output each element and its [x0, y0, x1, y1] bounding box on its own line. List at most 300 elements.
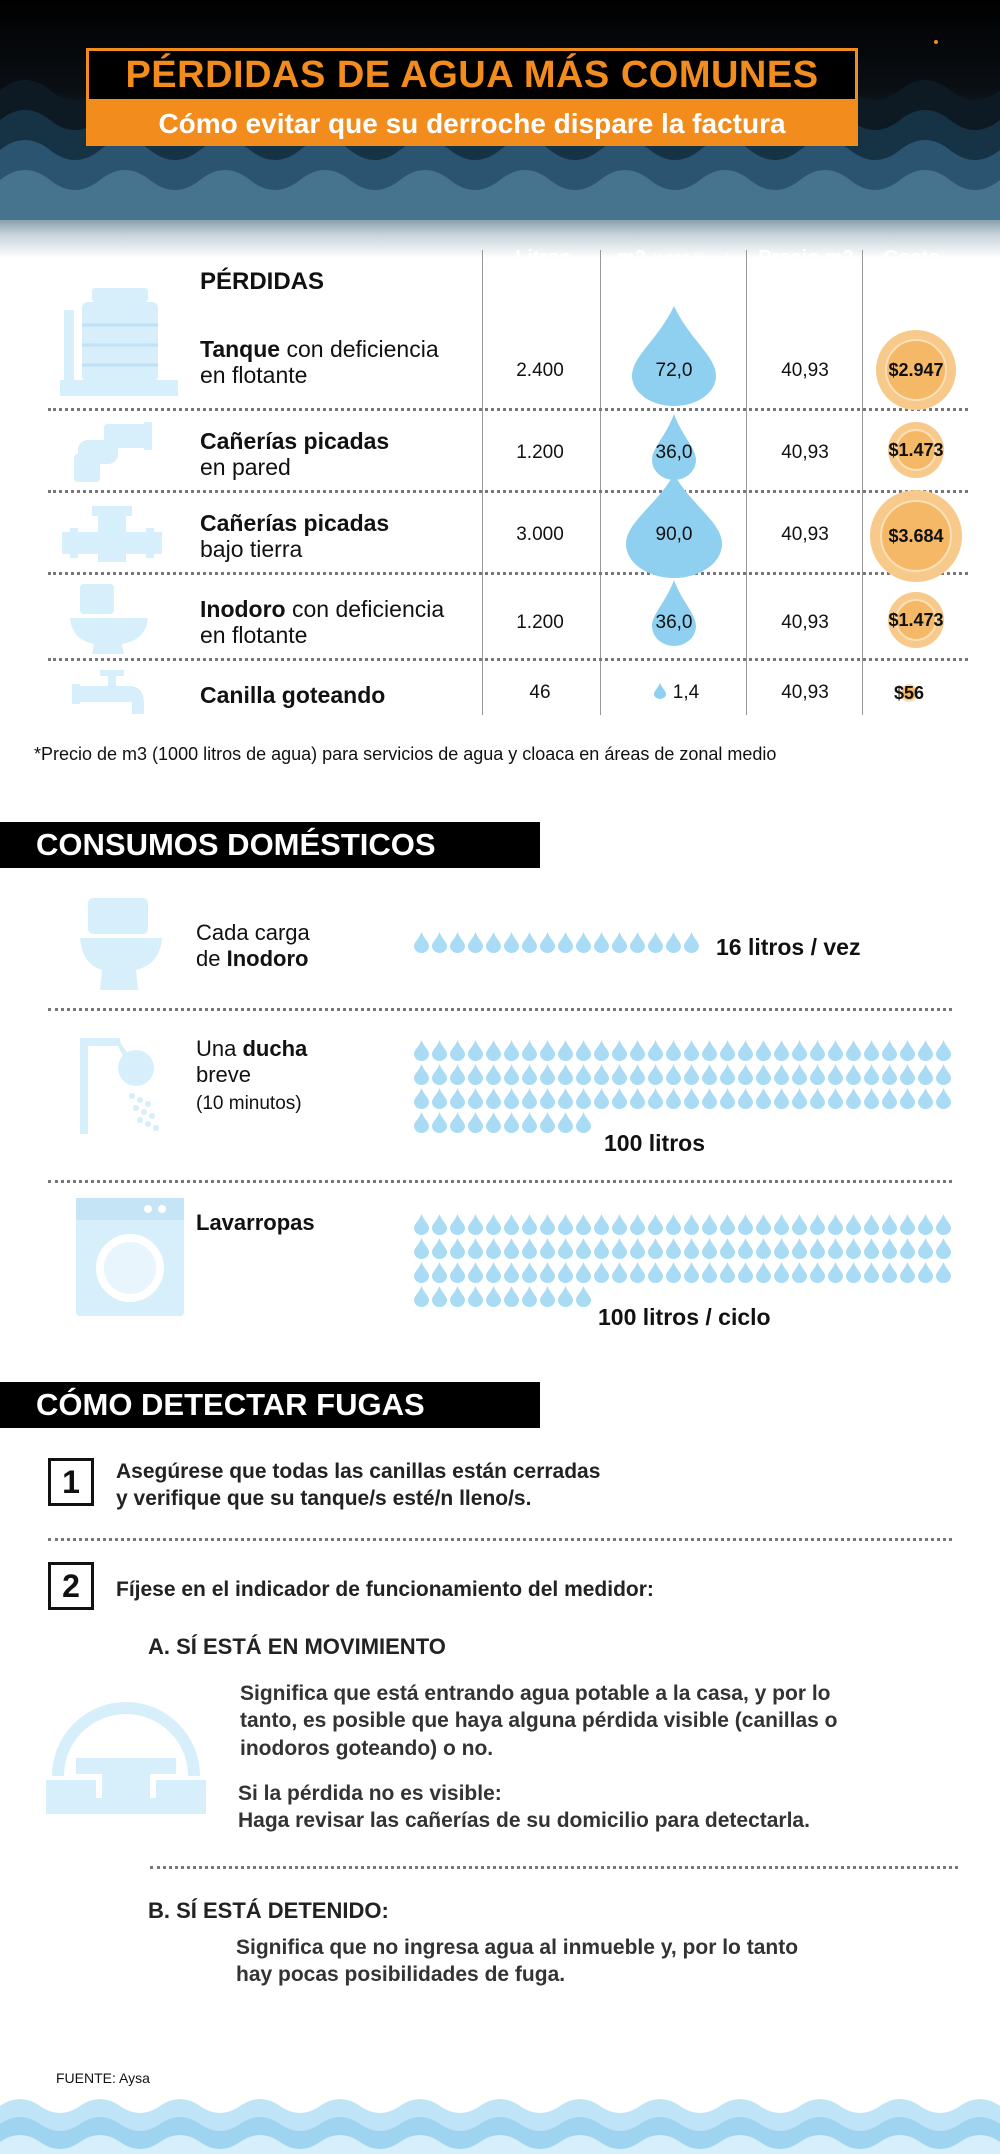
water-drop-icon: [612, 1064, 627, 1085]
footer-waves-decoration: [0, 2092, 1000, 2154]
water-drop-icon: [792, 1214, 807, 1235]
section-title: CÓMO DETECTAR FUGAS: [36, 1387, 425, 1422]
water-drop-icon: [864, 1040, 879, 1061]
water-drop-icon: [846, 1238, 861, 1259]
water-drop-icon: [792, 1040, 807, 1061]
water-drop-icon: [432, 1286, 447, 1307]
section-bar-detect: [0, 1382, 540, 1428]
section-title: CONSUMOS DOMÉSTICOS: [36, 827, 436, 862]
water-drop-icon: [432, 1040, 447, 1061]
toilet-icon: [80, 898, 162, 990]
col-header-cost: Costo ($/mes): [864, 248, 960, 303]
price-cell: 40,93: [781, 360, 829, 381]
water-drop-icon: [540, 1262, 555, 1283]
water-drop-icon: [594, 1088, 609, 1109]
water-drop-icon: [450, 1064, 465, 1085]
water-drop-icon: [504, 1064, 519, 1085]
consumption-label-shower: Una ducha breve (10 minutos): [196, 1036, 308, 1114]
water-drop-icon: [630, 1064, 645, 1085]
water-tank-icon: [60, 280, 180, 398]
water-drop-icon: [648, 1040, 663, 1061]
water-drop-icon: [522, 1040, 537, 1061]
water-drop-icon: [432, 1112, 447, 1133]
water-drop-icon: [576, 1214, 591, 1235]
water-drop-icon: [612, 1262, 627, 1283]
cost-coin-icon: [870, 490, 962, 582]
water-drop-icon: [432, 932, 447, 953]
water-drop-icon: [504, 1286, 519, 1307]
water-drop-icon: [486, 1286, 501, 1307]
water-drop-icon: [774, 1214, 789, 1235]
water-drop-icon: [738, 1214, 753, 1235]
water-drop-icon: [882, 1040, 897, 1061]
liters-cell: 46: [529, 682, 551, 703]
water-drop-icon: [432, 1064, 447, 1085]
water-drop-icon: [468, 1214, 483, 1235]
water-drop-icon: [666, 1088, 681, 1109]
water-drop-icon: [684, 1040, 699, 1061]
water-drop-icon: [486, 1262, 501, 1283]
water-drop-icon: [756, 1088, 771, 1109]
water-drop-icon: [900, 1088, 915, 1109]
water-drop-icon: [450, 1112, 465, 1133]
water-drop-icon: [666, 1238, 681, 1259]
water-drop-icon: [630, 1238, 645, 1259]
water-drop-icon: [450, 1040, 465, 1061]
water-drop-icon: [720, 1238, 735, 1259]
water-drop-icon: [648, 1064, 663, 1085]
row-label-faucet: Canilla goteando: [200, 682, 386, 708]
water-drop-icon: [576, 1286, 591, 1307]
water-drop-icon: [576, 1112, 591, 1133]
water-drop-icon: [540, 1214, 555, 1235]
water-drop-icon: [648, 1262, 663, 1283]
water-drop-icon: [756, 1214, 771, 1235]
water-drop-icon: [630, 306, 718, 406]
water-drop-icon: [558, 1112, 573, 1133]
water-drop-icon: [846, 1214, 861, 1235]
consumption-value-shower: 100 litros: [604, 1130, 705, 1156]
water-drop-icon: [558, 1088, 573, 1109]
water-drop-icon: [666, 1262, 681, 1283]
water-drop-icon: [684, 932, 699, 953]
water-drop-icon: [810, 1214, 825, 1235]
water-drop-icon: [540, 1286, 555, 1307]
liters-cell: 2.400: [516, 360, 564, 381]
water-drop-icon: [468, 932, 483, 953]
water-drop-icon: [468, 1064, 483, 1085]
water-drop-icon: [684, 1238, 699, 1259]
water-drop-icon: [738, 1088, 753, 1109]
water-drop-icon: [648, 1214, 663, 1235]
step-2-text: Fíjese en el indicador de funcionamiento del medidor:: [116, 1578, 654, 1601]
water-drop-icon: [918, 1214, 933, 1235]
consumption-value-washer: 100 litros / ciclo: [598, 1304, 771, 1330]
water-drop-icon: [630, 1214, 645, 1235]
dotted-separator: [48, 1180, 952, 1183]
water-drop-icon: [918, 1088, 933, 1109]
col-header-m3: m3 (1000 litros) por mes: [606, 248, 742, 308]
water-drop-icon: [522, 1238, 537, 1259]
water-drop-icon: [486, 1064, 501, 1085]
shower-icon: [80, 1038, 170, 1134]
water-drop-icon: [486, 1040, 501, 1061]
water-drop-icon: [654, 683, 666, 699]
water-drop-icon: [522, 1064, 537, 1085]
drop-row-toilet: [414, 932, 702, 956]
pipe-junction-icon: [62, 506, 162, 562]
dotted-separator: [48, 1008, 952, 1011]
water-drop-icon: [594, 1238, 609, 1259]
water-drop-icon: [648, 1088, 663, 1109]
water-drop-icon: [918, 1238, 933, 1259]
water-drop-icon: [486, 1238, 501, 1259]
water-drop-icon: [450, 1286, 465, 1307]
column-divider: [482, 250, 483, 715]
water-drop-icon: [504, 1040, 519, 1061]
water-drop-icon: [846, 1262, 861, 1283]
water-drop-icon: [558, 1262, 573, 1283]
accent-dot: [934, 40, 938, 44]
water-drop-icon: [504, 1088, 519, 1109]
water-drop-icon: [936, 1040, 951, 1061]
step-number-box: 1: [48, 1458, 94, 1506]
cost-coin-icon: [888, 592, 944, 648]
water-drop-icon: [774, 1088, 789, 1109]
water-drop-icon: [414, 1214, 429, 1235]
price-cell: 40,93: [781, 524, 829, 545]
water-drop-icon: [594, 1262, 609, 1283]
water-drop-icon: [756, 1064, 771, 1085]
water-drop-icon: [558, 1286, 573, 1307]
row-label-toilet: Inodoro con deficiencia en flotante: [200, 596, 445, 649]
section-bar-consumption: [0, 822, 540, 868]
water-drop-icon: [810, 1064, 825, 1085]
water-drop-icon: [612, 1040, 627, 1061]
water-drop-icon: [810, 1088, 825, 1109]
water-drop-icon: [450, 1262, 465, 1283]
water-drop-icon: [918, 1064, 933, 1085]
water-drop-icon: [882, 1088, 897, 1109]
water-drop-icon: [522, 1214, 537, 1235]
liters-cell: 1.200: [516, 442, 564, 463]
water-drop-icon: [522, 1286, 537, 1307]
column-divider: [746, 250, 747, 715]
col-header-liters: Litros por día: [488, 248, 598, 308]
water-drop-icon: [468, 1286, 483, 1307]
water-drop-icon: [558, 1040, 573, 1061]
water-drop-icon: [936, 1088, 951, 1109]
water-drop-icon: [540, 1238, 555, 1259]
water-drop-icon: [576, 1040, 591, 1061]
water-drop-icon: [882, 1238, 897, 1259]
water-drop-icon: [702, 1040, 717, 1061]
price-cell: 40,93: [781, 682, 829, 703]
faucet-icon: [72, 670, 152, 730]
liters-cell: 3.000: [516, 524, 564, 545]
drop-grid-washer: [414, 1214, 954, 1310]
water-drop-icon: [936, 1262, 951, 1283]
water-drop-icon: [738, 1064, 753, 1085]
water-drop-icon: [900, 1040, 915, 1061]
water-drop-icon: [720, 1088, 735, 1109]
water-drop-icon: [486, 932, 501, 953]
water-drop-icon: [414, 1064, 429, 1085]
water-drop-icon: [774, 1262, 789, 1283]
water-drop-icon: [810, 1238, 825, 1259]
water-drop-icon: [900, 1262, 915, 1283]
water-drop-icon: [936, 1214, 951, 1235]
washing-machine-icon: [76, 1198, 184, 1316]
water-drop-icon: [774, 1064, 789, 1085]
water-drop-icon: [468, 1238, 483, 1259]
water-drop-icon: [486, 1214, 501, 1235]
table-footnote: *Precio de m3 (1000 litros de agua) para servicios de agua y cloaca en áreas de zonal medio: [34, 744, 777, 764]
water-drop-icon: [702, 1088, 717, 1109]
water-drop-icon: [576, 1064, 591, 1085]
step-1-text: Asegúrese que todas las canillas están cerradas y verifique que su tanque/s esté/n lleno/s.: [116, 1460, 601, 1511]
water-drop-icon: [684, 1064, 699, 1085]
water-drop-icon: [468, 1040, 483, 1061]
water-drop-icon: [414, 1262, 429, 1283]
column-divider: [600, 250, 601, 715]
water-drop-icon: [918, 1040, 933, 1061]
water-drop-icon: [792, 1238, 807, 1259]
water-drop-icon: [522, 932, 537, 953]
price-cell: 40,93: [781, 442, 829, 463]
water-drop-icon: [486, 1112, 501, 1133]
cost-coin-icon: [876, 330, 956, 410]
case-a-heading: A. SÍ ESTÁ EN MOVIMIENTO: [148, 1634, 446, 1659]
water-drop-icon: [936, 1064, 951, 1085]
water-drop-icon: [576, 1262, 591, 1283]
row-separator: [48, 658, 968, 661]
water-drop-icon: [450, 1214, 465, 1235]
water-drop-icon: [504, 1262, 519, 1283]
water-drop-icon: [882, 1214, 897, 1235]
water-drop-icon: [810, 1262, 825, 1283]
m3-cell: 1,4: [672, 682, 700, 703]
water-drop-icon: [666, 1064, 681, 1085]
water-drop-icon: [900, 1214, 915, 1235]
water-drop-icon: [828, 1064, 843, 1085]
water-drop-icon: [594, 932, 609, 953]
m3-cell: 36,0: [655, 442, 693, 463]
water-drop-icon: [882, 1064, 897, 1085]
water-drop-icon: [432, 1214, 447, 1235]
dotted-separator: [48, 1538, 952, 1541]
table-section-label: PÉRDIDAS: [200, 268, 325, 295]
water-drop-icon: [558, 1214, 573, 1235]
cost-cell: $2.947: [888, 359, 944, 380]
water-drop-icon: [432, 1088, 447, 1109]
water-drop-icon: [414, 1088, 429, 1109]
water-drop-icon: [738, 1040, 753, 1061]
pipe-elbow-icon: [66, 420, 154, 484]
water-drop-icon: [900, 1238, 915, 1259]
water-drop-icon: [684, 1214, 699, 1235]
water-drop-icon: [414, 932, 429, 953]
water-drop-icon: [414, 1286, 429, 1307]
water-drop-icon: [792, 1262, 807, 1283]
water-drop-icon: [918, 1262, 933, 1283]
water-drop-icon: [792, 1088, 807, 1109]
water-drop-icon: [720, 1064, 735, 1085]
water-drop-icon: [864, 1088, 879, 1109]
water-drop-icon: [432, 1262, 447, 1283]
water-drop-icon: [540, 1088, 555, 1109]
consumption-value-toilet: 16 litros / vez: [716, 934, 861, 960]
water-drop-icon: [810, 1040, 825, 1061]
water-drop-icon: [450, 932, 465, 953]
cost-cell: $56: [893, 682, 925, 703]
water-drop-icon: [666, 932, 681, 953]
water-drop-icon: [648, 1238, 663, 1259]
water-drop-icon: [486, 1088, 501, 1109]
case-a-text: Significa que está entrando agua potable a la casa, y por lo tanto, es posible que haya alguna pérdida visible (canillas o inodoros goteando) o no.: [240, 1682, 838, 1760]
price-cell: 40,93: [781, 612, 829, 633]
liters-cell: 1.200: [516, 612, 564, 633]
main-title-box: [86, 48, 858, 102]
water-drop-icon: [864, 1262, 879, 1283]
water-drop-icon: [774, 1238, 789, 1259]
water-drop-icon: [684, 1262, 699, 1283]
consumption-label-washer: Lavarropas: [196, 1210, 315, 1235]
water-drop-icon: [594, 1064, 609, 1085]
water-drop-icon: [738, 1238, 753, 1259]
water-drop-icon: [540, 1112, 555, 1133]
water-drop-icon: [450, 1238, 465, 1259]
water-drop-icon: [414, 1112, 429, 1133]
cost-cell: $3.684: [888, 525, 944, 546]
page-title: PÉRDIDAS DE AGUA MÁS COMUNES: [125, 53, 819, 96]
water-drop-icon: [828, 1040, 843, 1061]
water-drop-icon: [828, 1214, 843, 1235]
water-drop-icon: [504, 932, 519, 953]
water-drop-icon: [720, 1040, 735, 1061]
water-drop-icon: [594, 1040, 609, 1061]
water-drop-icon: [504, 1214, 519, 1235]
water-drop-icon: [414, 1238, 429, 1259]
water-drop-icon: [864, 1064, 879, 1085]
water-drop-icon: [630, 1040, 645, 1061]
consumption-label-toilet: Cada carga de Inodoro: [196, 920, 310, 972]
row-label-wall-pipes: Cañerías picadas en pared: [200, 428, 390, 481]
source-note: FUENTE: Aysa: [56, 2070, 150, 2086]
water-drop-icon: [594, 1214, 609, 1235]
water-meter-icon: [46, 1680, 206, 1816]
water-drop-icon: [666, 1040, 681, 1061]
water-drop-icon: [576, 1088, 591, 1109]
water-drop-icon: [558, 1238, 573, 1259]
water-drop-icon: [540, 1064, 555, 1085]
water-drop-icon: [666, 1214, 681, 1235]
water-drop-icon: [720, 1214, 735, 1235]
water-drop-icon: [612, 1238, 627, 1259]
water-drop-icon: [828, 1238, 843, 1259]
water-drop-icon: [846, 1088, 861, 1109]
water-drop-icon: [630, 1088, 645, 1109]
water-drop-icon: [756, 1262, 771, 1283]
water-drop-icon: [468, 1112, 483, 1133]
water-drop-icon: [504, 1238, 519, 1259]
water-drop-icon: [882, 1262, 897, 1283]
toilet-icon: [70, 584, 148, 654]
water-drop-icon: [630, 1262, 645, 1283]
case-b-heading: B. SÍ ESTÁ DETENIDO:: [148, 1898, 389, 1923]
cost-cell: $1.473: [888, 609, 944, 630]
drop-grid-shower: [414, 1040, 954, 1136]
water-drop-icon: [468, 1262, 483, 1283]
water-drop-icon: [612, 1088, 627, 1109]
cost-cell: $1.473: [888, 439, 944, 460]
water-drop-icon: [450, 1088, 465, 1109]
water-drop-icon: [756, 1040, 771, 1061]
water-drop-icon: [900, 1064, 915, 1085]
water-drop-icon: [720, 1262, 735, 1283]
water-drop-icon: [468, 1088, 483, 1109]
m3-cell: 90,0: [655, 524, 693, 545]
water-drop-icon: [864, 1238, 879, 1259]
water-drop-icon: [504, 1112, 519, 1133]
water-drop-icon: [432, 1238, 447, 1259]
row-separator: [48, 572, 968, 575]
water-drop-icon: [702, 1238, 717, 1259]
water-drop-icon: [576, 1238, 591, 1259]
cost-coin-icon: [888, 422, 944, 478]
water-drop-icon: [612, 1214, 627, 1235]
row-separator: [48, 490, 968, 493]
water-drop-icon: [828, 1262, 843, 1283]
m3-cell: 72,0: [655, 360, 693, 381]
water-drop-icon: [702, 1214, 717, 1235]
water-drop-icon: [774, 1040, 789, 1061]
m3-cell: 36,0: [655, 612, 693, 633]
water-drop-icon: [792, 1064, 807, 1085]
row-separator: [48, 408, 968, 411]
column-divider: [862, 250, 863, 715]
water-drop-icon: [522, 1262, 537, 1283]
water-drop-icon: [540, 932, 555, 953]
water-drop-icon: [936, 1238, 951, 1259]
subtitle-box: [86, 102, 858, 146]
water-drop-icon: [540, 1040, 555, 1061]
water-drop-icon: [576, 932, 591, 953]
case-b-text: Significa que no ingresa agua al inmueble y, por lo tanto hay pocas posibilidades de fuga.: [236, 1936, 799, 1987]
water-drop-icon: [522, 1088, 537, 1109]
cost-coin-icon: [893, 682, 925, 704]
dotted-separator: [150, 1866, 958, 1869]
water-drop-icon: [864, 1214, 879, 1235]
water-drop-icon: [558, 932, 573, 953]
water-drop-icon: [702, 1064, 717, 1085]
water-drop-icon: [414, 1040, 429, 1061]
col-header-price: Precio m3 (1000 litros): [750, 248, 862, 303]
water-drop-icon: [648, 932, 663, 953]
page-subtitle: Cómo evitar que su derroche dispare la factura: [158, 108, 786, 139]
water-drop-icon: [756, 1238, 771, 1259]
case-a-subtext: Si la pérdida no es visible: Haga revisar las cañerías de su domicilio para detectarla.: [238, 1782, 810, 1833]
water-drop-icon: [702, 1262, 717, 1283]
step-number-box: 2: [48, 1562, 94, 1610]
water-drop-icon: [738, 1262, 753, 1283]
water-drop-icon: [846, 1064, 861, 1085]
water-drop-icon: [630, 932, 645, 953]
water-drop-icon: [828, 1088, 843, 1109]
row-label-underground-pipes: Cañerías picadas bajo tierra: [200, 510, 390, 563]
water-drop-icon: [846, 1040, 861, 1061]
water-drop-icon: [558, 1064, 573, 1085]
